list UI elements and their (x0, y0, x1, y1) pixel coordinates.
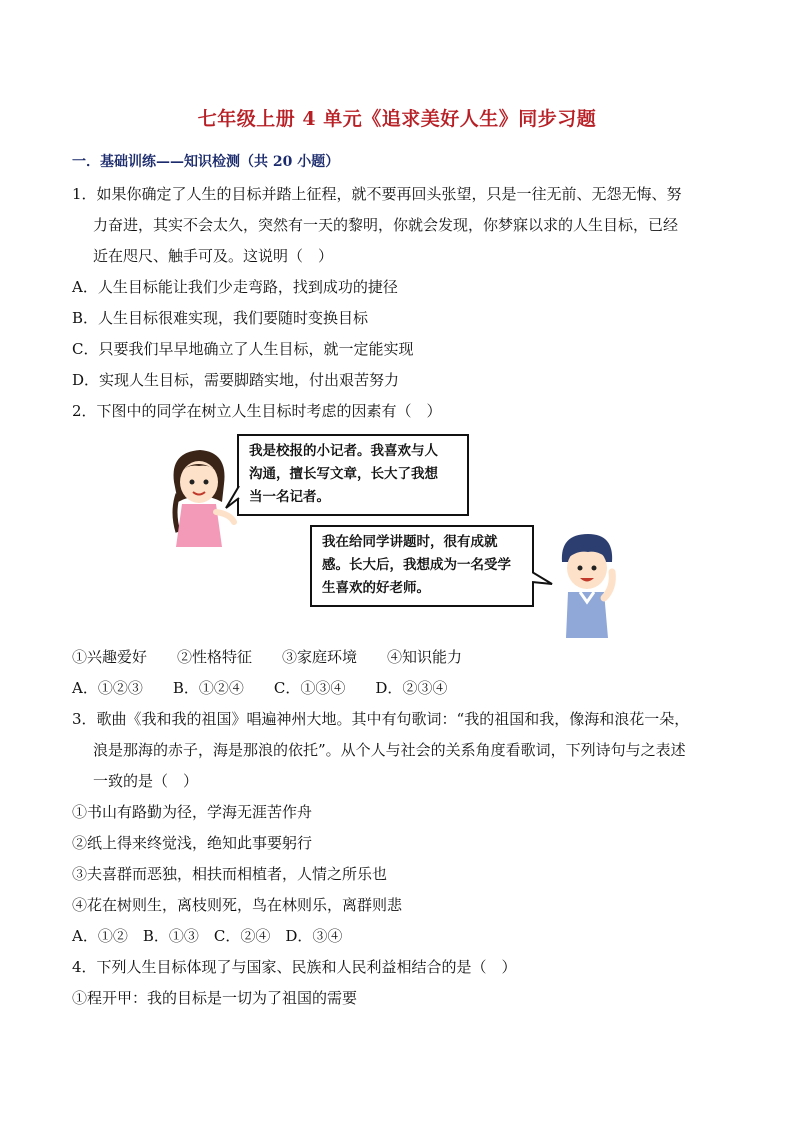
girl-bubble-line: 我是校报的小记者。我喜欢与人 (249, 443, 438, 459)
section-heading: 一．基础训练——知识检测（共 20 小题） (72, 154, 340, 170)
q4-stem: 4．下列人生目标体现了与国家、民族和人民利益相结合的是（ ） (72, 958, 517, 976)
q3-item-3: ③夫喜群而恶独，相扶而相植者，人情之所乐也 (72, 865, 388, 883)
girl-bubble-line: 沟通，擅长写文章，长大了我想 (249, 466, 438, 482)
q1-stem-line-2: 力奋进，其实不会太久，突然有一天的黎明，你就会发现，你梦寐以求的人生目标，已经 (93, 216, 679, 234)
q1-option-b: B．人生目标很难实现，我们要随时变换目标 (72, 309, 369, 327)
girl-bubble-line: 当一名记者。 (249, 489, 330, 505)
boy-speech-bubble (310, 525, 534, 607)
q2-items: ①兴趣爱好 ②性格特征 ③家庭环境 ④知识能力 (72, 648, 463, 666)
q3-stem-line-3: 一致的是（ ） (93, 772, 199, 790)
boy-illustration (552, 528, 628, 638)
q2-options: A．①②③ B．①②④ C．①③④ D．②③④ (72, 679, 448, 697)
q3-stem-line-2: 浪是那海的赤子，海是那浪的依托”。从个人与社会的关系角度看歌词，下列诗句与之表述 (93, 741, 686, 759)
q2-stem: 2．下图中的同学在树立人生目标时考虑的因素有（ ） (72, 402, 442, 420)
boy-bubble-line: 我在给同学讲题时，很有成就 (322, 534, 498, 550)
q1-stem-line-3: 近在咫尺、触手可及。这说明（ ） (93, 247, 334, 265)
q3-item-4: ④花在树则生，离枝则死，鸟在林则乐，离群则悲 (72, 896, 403, 914)
q1-option-c: C．只要我们早早地确立了人生目标，就一定能实现 (72, 340, 414, 358)
q4-item-1: ①程开甲：我的目标是一切为了祖国的需要 (72, 989, 358, 1007)
q1-stem-line-1: 1．如果你确定了人生的目标并踏上征程，就不要再回头张望，只是一往无前、无怨无悔、努 (72, 185, 682, 203)
girl-bubble-tail (224, 486, 242, 512)
q3-stem-line-1: 3．歌曲《我和我的祖国》唱遍神州大地。其中有句歌词：“我的祖国和我，像海和浪花一朵， (72, 710, 690, 728)
q1-option-d: D．实现人生目标，需要脚踏实地，付出艰苦努力 (72, 371, 400, 389)
boy-bubble-line: 感。长大后，我想成为一名受学 (322, 557, 511, 573)
page-title: 七年级上册 4 单元《追求美好人生》同步习题 (197, 108, 597, 130)
q3-item-1: ①书山有路勤为径，学海无涯苦作舟 (72, 803, 313, 821)
q1-option-a: A．人生目标能让我们少走弯路，找到成功的捷径 (72, 278, 398, 296)
boy-bubble-line: 生喜欢的好老师。 (322, 580, 430, 596)
q2-illustration (160, 428, 630, 638)
q3-options: A．①② B．①③ C．②④ D．③④ (72, 927, 343, 945)
q3-item-2: ②纸上得来终觉浅，绝知此事要躬行 (72, 834, 313, 852)
girl-speech-bubble (237, 434, 469, 516)
